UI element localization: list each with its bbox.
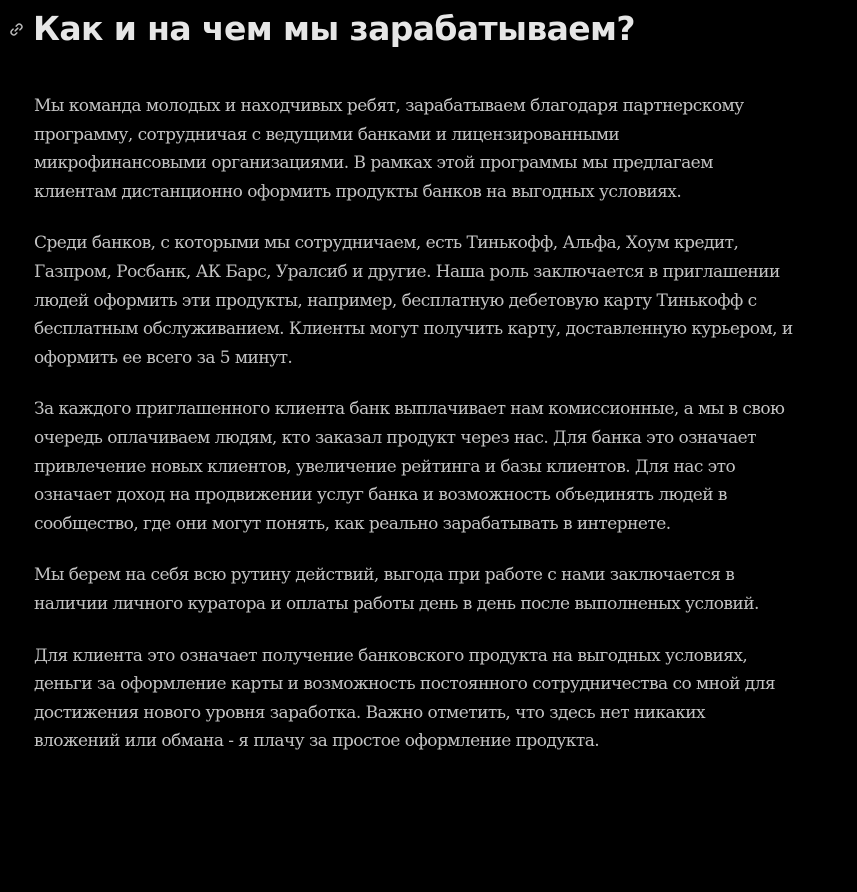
paragraph: Среди банков, с которыми мы сотрудничаем, есть Тинькофф, Альфа, Хоум кредит, Газпром, Росбанк, АК Барс, Уралсиб и другие. Наша роль заключается в приглашении людей оформить эти продукты, например, бесплатную дебетовую карту Тинькофф с бесплатным обслуживанием. Клиенты могут получить карту, доставленную курьером, и оформить ее всего за 5 минут. [34,233,793,368]
article-body [34,92,794,779]
paragraph: Мы команда молодых и находчивых ребят, зарабатываем благодаря партнерскому программу, сотрудничая с ведущими банками и лицензированными микрофинансовыми организациями. В рамках этой программы мы предлагаем клиентам дистанционно оформить продукты банков на выгодных условиях. [34,96,744,202]
paragraph: Для клиента это означает получение банковского продукта на выгодных условиях, деньги за оформление карты и возможность постоянного сотрудничества со мной для достижения нового уровня заработка. Важно отметить, что здесь нет никаких вложений или обмана - я плачу за простое оформление продукта. [34,645,776,752]
section-heading [0,4,635,54]
paragraph: Мы берем на себя всю рутину действий, выгода при работе с нами заключается в наличии личного куратора и оплаты работы день в день после выполненых условий. [34,565,759,614]
paragraph: За каждого приглашенного клиента банк выплачивает нам комиссионные, а мы в свою очередь оплачиваем людям, кто заказал продукт через нас. Для банка это означает привлечение новых клиентов, увеличение рейтинга и базы клиентов. Для нас это означает доход на продвижении услуг банка и возможность объединять людей в сообщество, где они могут понять, как реально зарабатывать в интернете. [34,399,785,534]
link-icon[interactable] [4,14,28,44]
page-title: Как и на чем мы зарабатываем? [33,9,635,48]
